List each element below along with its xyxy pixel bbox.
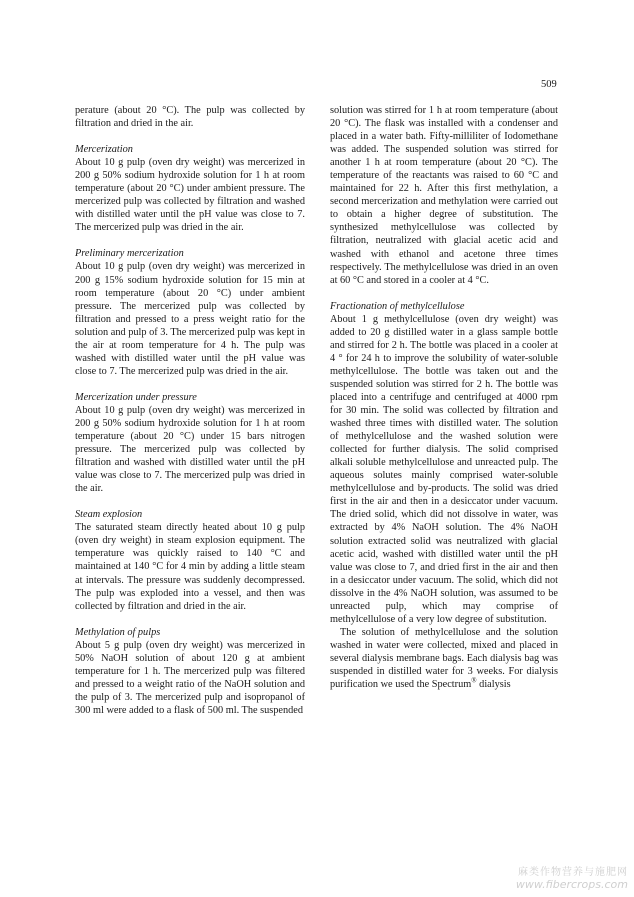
dialysis-paragraph <box>330 626 558 691</box>
watermark-url: www.fibercrops.com <box>515 878 628 891</box>
section-heading: Fractionation of methylcellulose <box>330 300 465 312</box>
section-body: About 10 g pulp (oven dry weight) was mercerized in 200 g 50% sodium hydroxide solution for 1 h at room temperature (about 20 °C) under ambient pressure. The mercerized pulp was collected by filtration and washed with distilled water until the pH value was close to 7. The mercerized pulp was dried in the air. <box>75 157 305 234</box>
page-number: 509 <box>541 79 557 90</box>
section-body: About 10 g pulp (oven dry weight) was mercerized in 200 g 50% sodium hydroxide solution for 1 h at room temperature (about 20 °C) under 15 bars nitrogen pressure. The mercerized pulp was collected by filtration and washed with distilled water until the pH value was close to 7. The mercerized pulp was dried in the air. <box>75 404 305 495</box>
section-preliminary-mercerization <box>75 247 305 377</box>
section-heading: Preliminary mercerization <box>75 248 184 260</box>
dialysis-text: The solution of methylcellulose and the solution washed in water were collected, mixed and placed in several dialysis membrane bags. Each dialysis bag was suspended in distilled water for 3 weeks. For dialysis purification we used the Spectrum <box>330 626 558 691</box>
section-mercerization-under-pressure <box>75 391 305 495</box>
section-heading: Mercerization <box>75 144 133 156</box>
section-body: The saturated steam directly heated about 10 g pulp (oven dry weight) in steam explosion equipment. The temperature was quickly raised to 140 °C and maintained at 140 °C for 4 min by adding a little steam at intervals. The pressure was suddenly decompressed. The pulp was exploded into a vessel, and then was collected by filtration and dried in the air. <box>75 522 305 612</box>
right-intro-paragraph: solution was stirred for 1 h at room temperature (about 20 °C). The flask was installed with a condenser and placed in a water bath. Fifty-milliliter of Iodomethane was added. The suspended solution was stirred for another 1 h at room temperature (about 20 °C). The temperature of the reactants was raised to 60 °C and maintained for 22 h. After this first methylation, a second mercerization and methylation were carried out to obtain a higher degree of substitution. The synthesized methylcellulose was collected by filtration, neutralized with glacial acetic acid and washed with ethanol and acetone three times respectively. The methylcellulose was dried in an oven at 60 °C and stored in a cooler at 4 °C. <box>330 105 558 286</box>
section-heading: Mercerization under pressure <box>75 391 197 403</box>
registered-mark: ® <box>471 676 477 685</box>
right-column <box>330 104 558 691</box>
watermark <box>516 867 628 891</box>
left-column <box>75 104 305 717</box>
section-heading: Steam explosion <box>75 509 143 521</box>
dialysis-text-end: dialysis <box>476 679 511 691</box>
left-intro-paragraph: perature (about 20 °C). The pulp was collected by filtration and dried in the air. <box>75 105 305 130</box>
section-mercerization <box>75 143 305 234</box>
section-heading: Methylation of pulps <box>75 626 161 638</box>
section-steam-explosion <box>75 508 305 612</box>
section-body: About 10 g pulp (oven dry weight) was mercerized in 200 g 15% sodium hydroxide solution for 15 min at room temperature (about 20 °C) under ambient pressure. The mercerized pulp was collected by filtration and pressed to a press weight ratio for the solution and pulp of 3. The mercerized pulp was kept in the air at room temperature for 4 h. The pulp was washed with distilled water until the pH value was close to 7. The mercerized pulp was dried in the air. <box>75 261 306 377</box>
section-methylation-of-pulps <box>75 626 305 717</box>
section-body: About 5 g pulp (oven dry weight) was mercerized in 50% NaOH solution of about 120 g at ambient temperature for 1 h. The mercerized pulp was filtered and pressed to a weight ratio of the NaOH solution and the pulp of 3. The mercerized pulp and isopropanol of 300 ml were added to a flask of 500 ml. The suspended <box>75 639 305 716</box>
watermark-chinese: 麻类作物营养与施肥网 <box>518 867 628 878</box>
section-fractionation <box>330 300 558 626</box>
section-body: About 1 g methylcellulose (oven dry weight) was added to 20 g distilled water in a glass sample bottle and stirred for 2 h. The bottle was placed in a cooler at 4 ° for 24 h to improve the solubility of water-soluble methylcellulose. The bottle was taken out and the suspended solution was stirred for 2 h. The bottle was placed into a centrifuge and centrifuged at 4000 rpm for 30 min. The solid was collected by filtration and washed three times with distilled water. The solution of methylcellulose and the washed solution were collected for further dialysis. The solid comprised alkali soluble methylcellulose and unreacted pulp. The aqueous solutes mainly comprised water-soluble methylcellulose and by-products. The solid was dried first in the air and then in a desiccator under vacuum. The dried solid, which did not dissolve in water, was extracted by 4% NaOH solution. The 4% NaOH solution extracted solid was neutralized with glacial acetic acid, washed with distilled water until the pH value was close to 7, and dried first in the air and then in a desiccator under vacuum. The solid, which did not dissolve in the 4% NaOH solution, was assumed to be unreacted pulp, which may comprise of methylcellulose of a very low degree of substitution. <box>330 313 558 625</box>
